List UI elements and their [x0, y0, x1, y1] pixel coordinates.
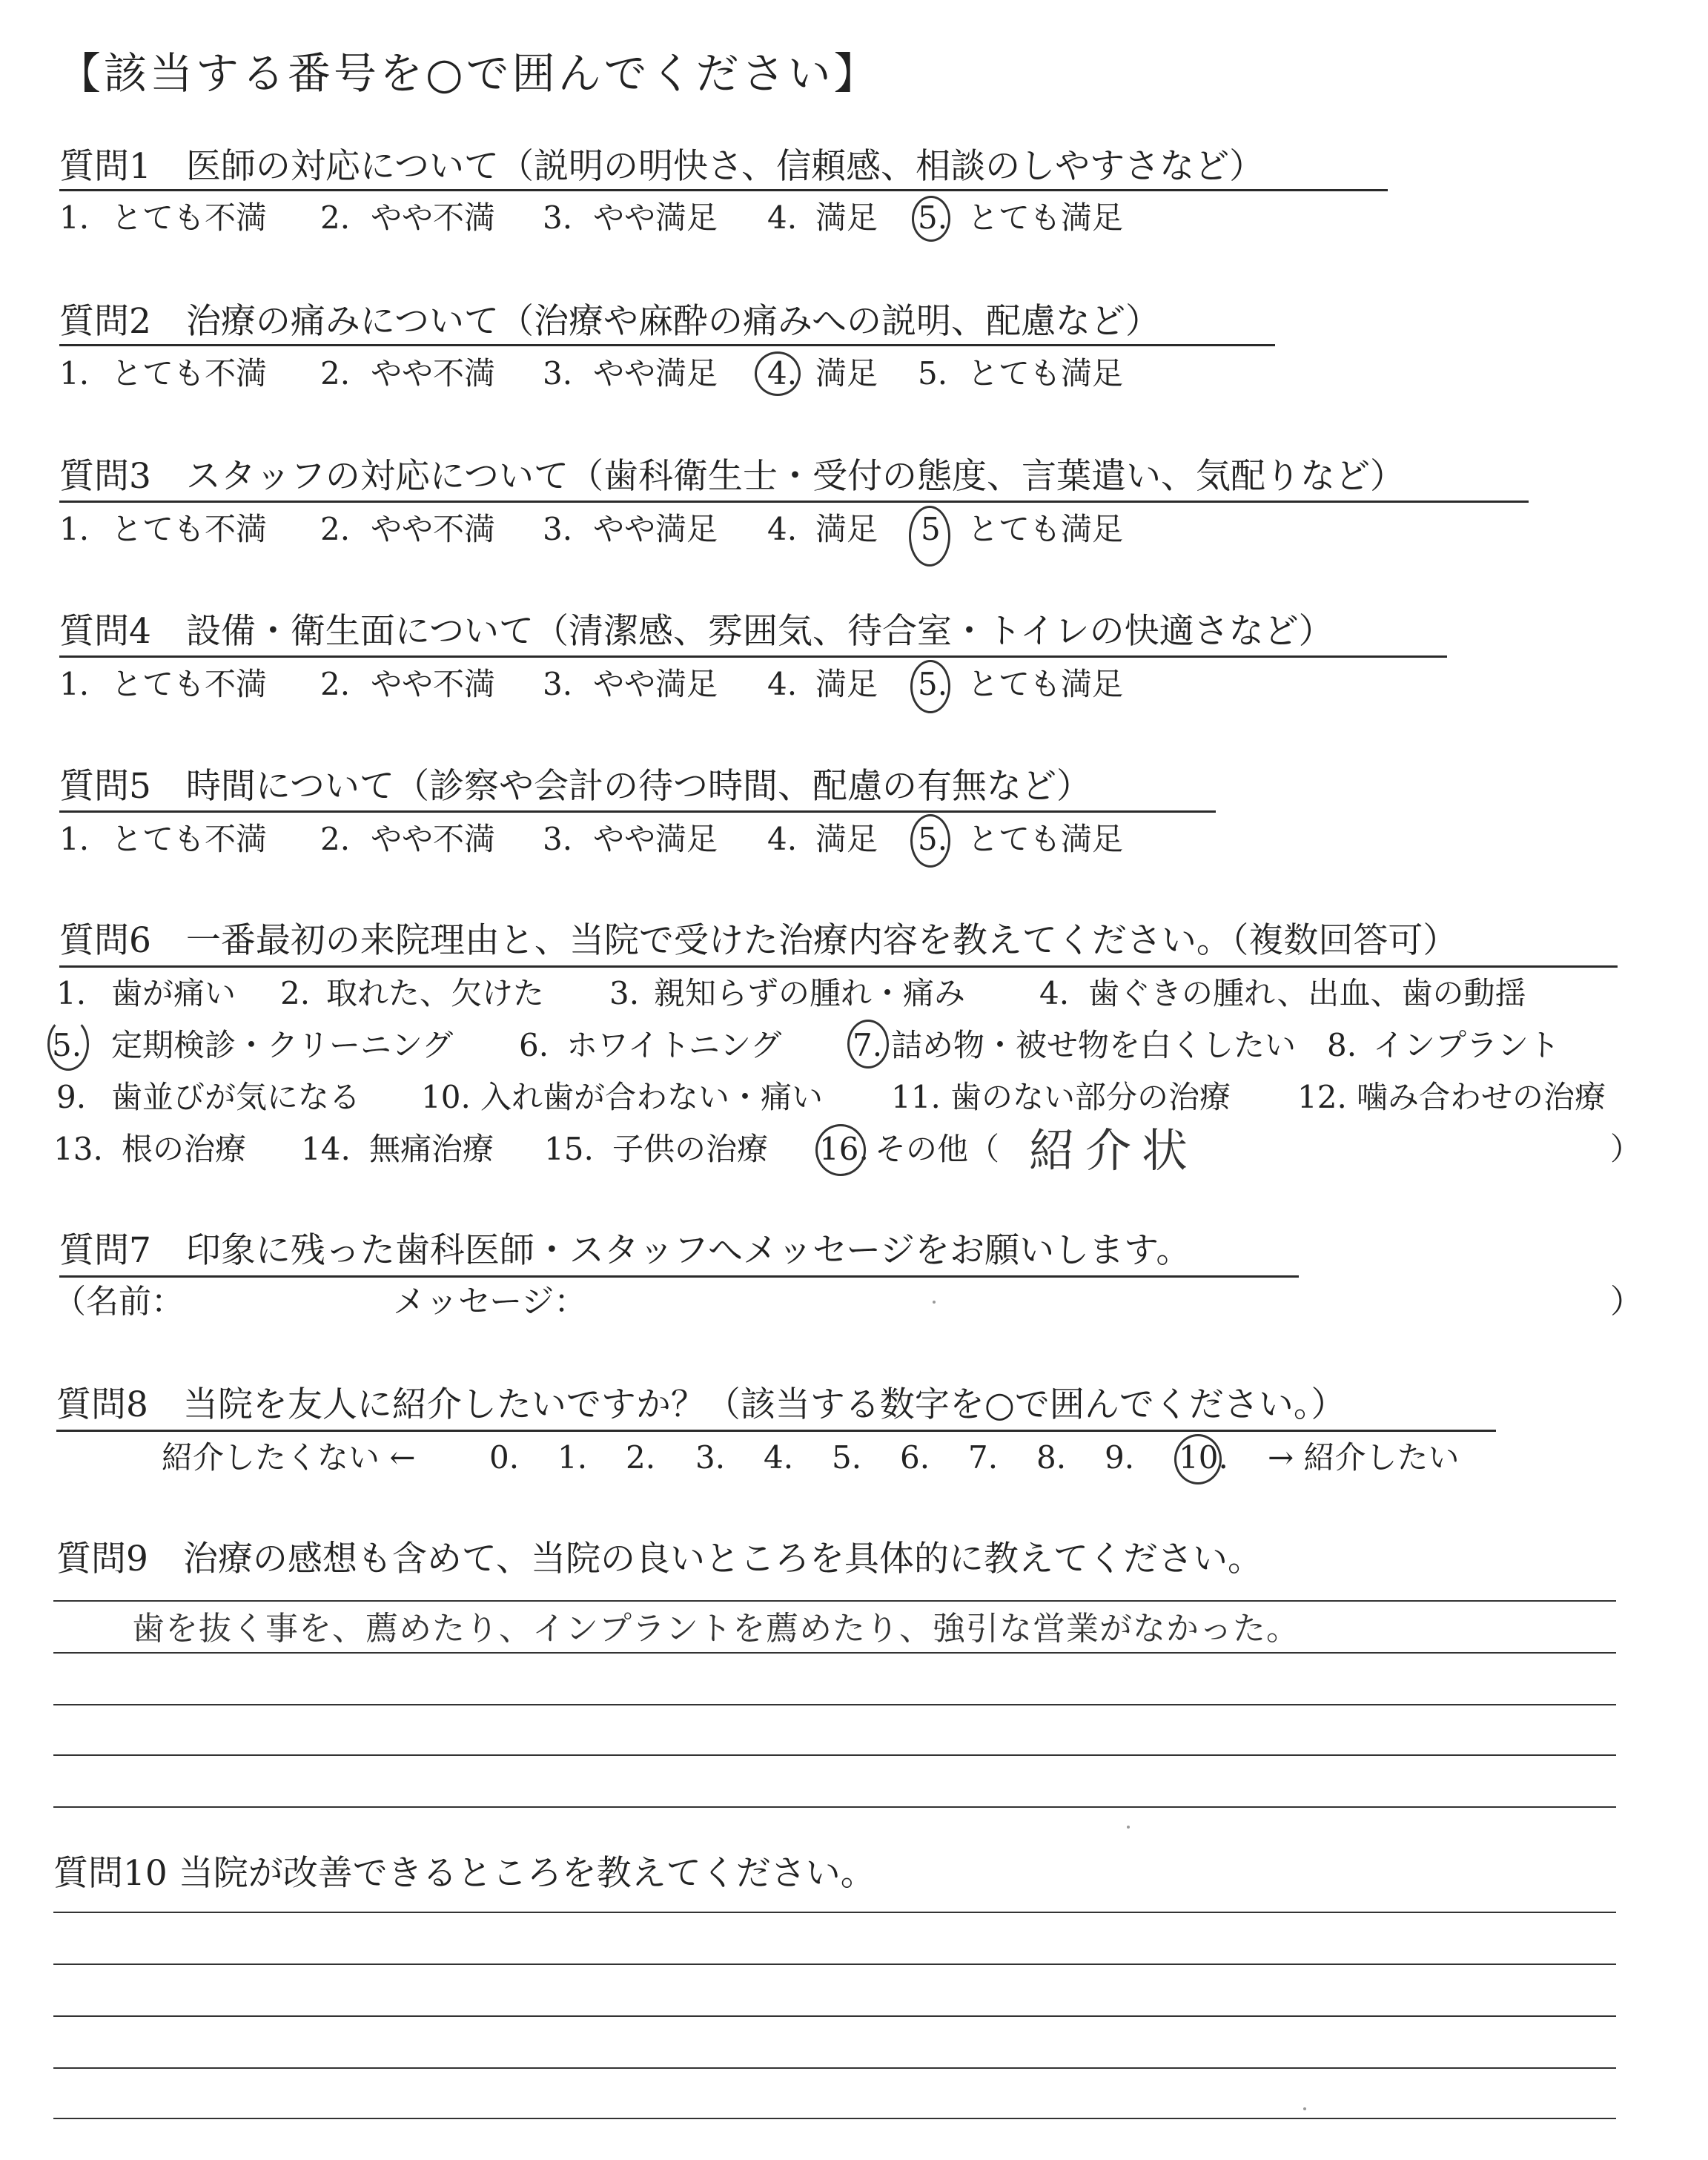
q3-opt1-num[interactable]: 1.: [59, 511, 90, 547]
q6-opt4-label: 歯ぐきの腫れ、出血、歯の動揺: [1088, 975, 1526, 1011]
q8-scale-8[interactable]: 8.: [1036, 1439, 1067, 1476]
q8-scale-2[interactable]: 2.: [626, 1439, 656, 1476]
q2-title: 質問2 治療の痛みについて（治療や麻酔の痛みへの説明、配慮など）: [59, 301, 1161, 342]
q4-options: [0, 664, 1708, 705]
q5-opt5-label: とても満足: [967, 821, 1124, 857]
q1-opt3-num[interactable]: 3.: [543, 199, 573, 236]
q2-opt3-num[interactable]: 3.: [543, 355, 573, 392]
q6-opt5-num[interactable]: 5.: [52, 1027, 82, 1063]
q3-selection-circle: [909, 506, 950, 567]
q8-scale-row: [0, 1437, 1708, 1479]
q2-options: [0, 353, 1708, 394]
q5-selection-circle: [910, 814, 950, 868]
q10-writing-line-3: [53, 2015, 1616, 2017]
q1-title: 質問1 医師の対応について（説明の明快さ、信頼感、相談のしやすさなど）: [59, 146, 1265, 187]
q8-scale-10[interactable]: 10.: [1179, 1439, 1228, 1476]
q10-writing-line-1: [53, 1912, 1616, 1913]
q6-opt16-selection-circle: [815, 1124, 866, 1176]
q6-row1: [0, 973, 1708, 1014]
q2-opt3-label: やや満足: [593, 355, 718, 392]
q5-opt2-label: やや不満: [371, 821, 496, 857]
q4-opt2-num[interactable]: 2.: [320, 666, 351, 702]
q8-scale-7[interactable]: 7.: [968, 1439, 999, 1476]
q3-opt1-label: とても不満: [111, 511, 268, 547]
q4-opt2-label: やや不満: [371, 666, 496, 702]
q4-opt3-label: やや満足: [593, 666, 718, 702]
q4-selection-circle: [910, 660, 950, 713]
q4-opt1-label: とても不満: [111, 666, 268, 702]
q6-opt3-num[interactable]: 3.: [609, 975, 640, 1011]
q6-opt8-label: インプラント: [1373, 1027, 1560, 1063]
q5-opt5-num[interactable]: 5.: [918, 821, 948, 857]
q6-opt9-num[interactable]: 9.: [56, 1079, 87, 1115]
q8-scale-9[interactable]: 9.: [1105, 1439, 1135, 1476]
q3-opt2-label: やや不満: [371, 511, 496, 547]
q9-title: 質問9 治療の感想も含めて、当院の良いところを具体的に教えてください。: [56, 1539, 1262, 1579]
q7-name-open: （名前：: [53, 1283, 184, 1321]
q2-selection-circle: [755, 351, 801, 396]
q6-opt5-selection-circle: [47, 1017, 89, 1071]
q7-message-label: メッセージ：: [393, 1283, 587, 1321]
q6-opt7-num[interactable]: 7.: [853, 1027, 883, 1063]
q6-opt4-num[interactable]: 4.: [1039, 975, 1070, 1011]
q6-row3: [0, 1077, 1708, 1118]
q8-title: 質問8 当院を友人に紹介したいですか？（該当する数字を○で囲んでください。）: [56, 1384, 1346, 1425]
q6-other-close-paren: ）: [1610, 1131, 1642, 1167]
q7-message-row: [0, 1281, 1708, 1323]
q6-opt1-label: 歯が痛い: [111, 975, 236, 1011]
q1-options: [0, 197, 1708, 239]
q9-writing-line-2: [53, 1652, 1616, 1654]
q5-opt4-num[interactable]: 4.: [767, 821, 798, 857]
q1-opt1-num[interactable]: 1.: [59, 199, 90, 236]
q6-opt12-num[interactable]: 12.: [1297, 1079, 1347, 1115]
scan-speck: [1127, 1826, 1130, 1829]
q3-opt3-label: やや満足: [593, 511, 718, 547]
q8-selection-circle: [1174, 1434, 1222, 1484]
q5-opt1-label: とても不満: [111, 821, 268, 857]
q6-opt7-label: 詰め物・被せ物を白くしたい: [891, 1027, 1297, 1063]
q7-close-paren: ）: [1610, 1283, 1643, 1321]
q6-opt11-label: 歯のない部分の治療: [950, 1079, 1231, 1115]
q6-opt13-label: 根の治療: [122, 1131, 247, 1167]
q3-opt4-num[interactable]: 4.: [767, 511, 798, 547]
q6-opt15-label: 子供の治療: [612, 1131, 769, 1167]
q1-opt4-label: 満足: [815, 199, 878, 236]
q4-opt3-num[interactable]: 3.: [543, 666, 573, 702]
q6-opt2-label: 取れた、欠けた: [326, 975, 545, 1011]
q5-opt4-label: 満足: [815, 821, 878, 857]
q1-opt5-label: とても満足: [967, 199, 1124, 236]
q6-opt6-num[interactable]: 6.: [519, 1027, 549, 1063]
q4-opt5-num[interactable]: 5.: [918, 666, 948, 702]
q10-writing-line-4: [53, 2067, 1616, 2069]
q2-opt5-num[interactable]: 5.: [918, 355, 948, 392]
q3-title: 質問3 スタッフの対応について（歯科衛生士・受付の態度、言葉遣い、気配りなど）: [59, 456, 1405, 497]
q2-opt2-label: やや不満: [371, 355, 496, 392]
q5-opt3-label: やや満足: [593, 821, 718, 857]
q6-opt6-label: ホワイトニング: [566, 1027, 782, 1063]
q7-underline: [59, 1275, 1299, 1278]
q8-scale-5[interactable]: 5.: [832, 1439, 862, 1476]
q10-title: 質問10 当院が改善できるところを教えてください。: [53, 1853, 875, 1894]
q8-scale-4[interactable]: 4.: [764, 1439, 794, 1476]
q1-opt2-num[interactable]: 2.: [320, 199, 351, 236]
q10-writing-line-5: [53, 2118, 1616, 2119]
form-header: 【該当する番号を○で囲んでください】: [58, 48, 880, 99]
q2-underline: [59, 344, 1275, 346]
q3-opt2-num[interactable]: 2.: [320, 511, 351, 547]
q3-opt5-label: とても満足: [967, 511, 1124, 547]
scan-speck: [933, 1301, 936, 1304]
q1-opt2-label: やや不満: [371, 199, 496, 236]
q6-opt10-num[interactable]: 10.: [421, 1079, 471, 1115]
q6-opt16-num[interactable]: 16.: [819, 1131, 869, 1167]
q1-opt4-num[interactable]: 4.: [767, 199, 798, 236]
q6-opt14-num[interactable]: 14.: [301, 1131, 351, 1167]
q6-opt7-selection-circle: [847, 1020, 889, 1069]
q4-opt4-num[interactable]: 4.: [767, 666, 798, 702]
q5-opt1-num[interactable]: 1.: [59, 821, 90, 857]
q2-opt1-label: とても不満: [111, 355, 268, 392]
q4-opt5-label: とても満足: [967, 666, 1124, 702]
q6-opt15-num[interactable]: 15.: [544, 1131, 594, 1167]
q6-title: 質問6 一番最初の来院理由と、当院で受けた治療内容を教えてください。（複数回答可）: [59, 920, 1458, 961]
q2-opt2-num[interactable]: 2.: [320, 355, 351, 392]
q6-other-handwritten[interactable]: 紹介状: [1029, 1123, 1199, 1178]
q4-opt4-label: 満足: [815, 666, 878, 702]
q6-opt13-num[interactable]: 13.: [53, 1131, 103, 1167]
q10-writing-line-2: [53, 1964, 1616, 1965]
q9-handwritten-answer[interactable]: 歯を抜く事を、薦めたり、インプラントを薦めたり、強引な営業がなかった。: [132, 1610, 1300, 1648]
q3-options: [0, 509, 1708, 550]
q6-opt9-label: 歯並びが気になる: [111, 1079, 361, 1115]
q5-options: [0, 819, 1708, 860]
q3-opt4-label: 満足: [815, 511, 878, 547]
q8-scale-0[interactable]: 0.: [489, 1439, 520, 1476]
q2-opt1-num[interactable]: 1.: [59, 355, 90, 392]
q2-opt4-num[interactable]: 4.: [767, 355, 798, 392]
q3-opt3-num[interactable]: 3.: [543, 511, 573, 547]
q5-opt2-num[interactable]: 2.: [320, 821, 351, 857]
q6-opt11-num[interactable]: 11.: [891, 1079, 941, 1115]
scan-speck: [1303, 2107, 1306, 2110]
q6-opt16-label: その他（: [875, 1131, 1000, 1167]
q4-underline: [59, 655, 1447, 658]
q1-selection-circle: [912, 196, 950, 242]
q6-opt8-num[interactable]: 8.: [1327, 1027, 1357, 1063]
q3-underline: [59, 501, 1529, 503]
q8-scale-3[interactable]: 3.: [695, 1439, 726, 1476]
q8-scale-6[interactable]: 6.: [900, 1439, 930, 1476]
q5-opt3-num[interactable]: 3.: [543, 821, 573, 857]
q6-opt12-label: 噛み合わせの治療: [1357, 1079, 1606, 1115]
q6-opt1-num[interactable]: 1.: [56, 975, 87, 1011]
q3-opt5-num[interactable]: 5: [921, 511, 941, 547]
q9-writing-line-3: [53, 1704, 1616, 1705]
q1-opt1-label: とても不満: [111, 199, 268, 236]
q4-opt1-num[interactable]: 1.: [59, 666, 90, 702]
q6-opt2-num[interactable]: 2.: [280, 975, 311, 1011]
q6-opt3-label: 親知らずの腫れ・痛み: [654, 975, 966, 1011]
q6-opt5-label: 定期検診・クリーニング: [111, 1027, 454, 1063]
q1-underline: [59, 189, 1388, 191]
q6-underline: [59, 965, 1618, 968]
q5-title: 質問5 時間について（診察や会計の待つ時間、配慮の有無など）: [59, 766, 1091, 807]
q7-title: 質問7 印象に残った歯科医師・スタッフへメッセージをお願いします。: [59, 1230, 1191, 1271]
q4-title: 質問4 設備・衛生面について（清潔感、雰囲気、待合室・トイレの快適さなど）: [59, 611, 1334, 652]
q2-opt4-label: 満足: [815, 355, 878, 392]
q8-underline: [56, 1430, 1496, 1432]
q6-opt14-label: 無痛治療: [369, 1131, 494, 1167]
q9-writing-line-5: [53, 1806, 1616, 1808]
q1-opt5-num[interactable]: 5.: [918, 199, 948, 236]
q5-underline: [59, 810, 1216, 813]
q8-right-label: → 紹介したい: [1268, 1439, 1460, 1476]
q9-writing-line-4: [53, 1754, 1616, 1756]
q2-opt5-label: とても満足: [967, 355, 1124, 392]
q6-opt10-label: 入れ歯が合わない・痛い: [480, 1079, 824, 1115]
q8-scale-1[interactable]: 1.: [557, 1439, 588, 1476]
q1-opt3-label: やや満足: [593, 199, 718, 236]
q8-left-label: 紹介したくない ←: [162, 1439, 416, 1476]
